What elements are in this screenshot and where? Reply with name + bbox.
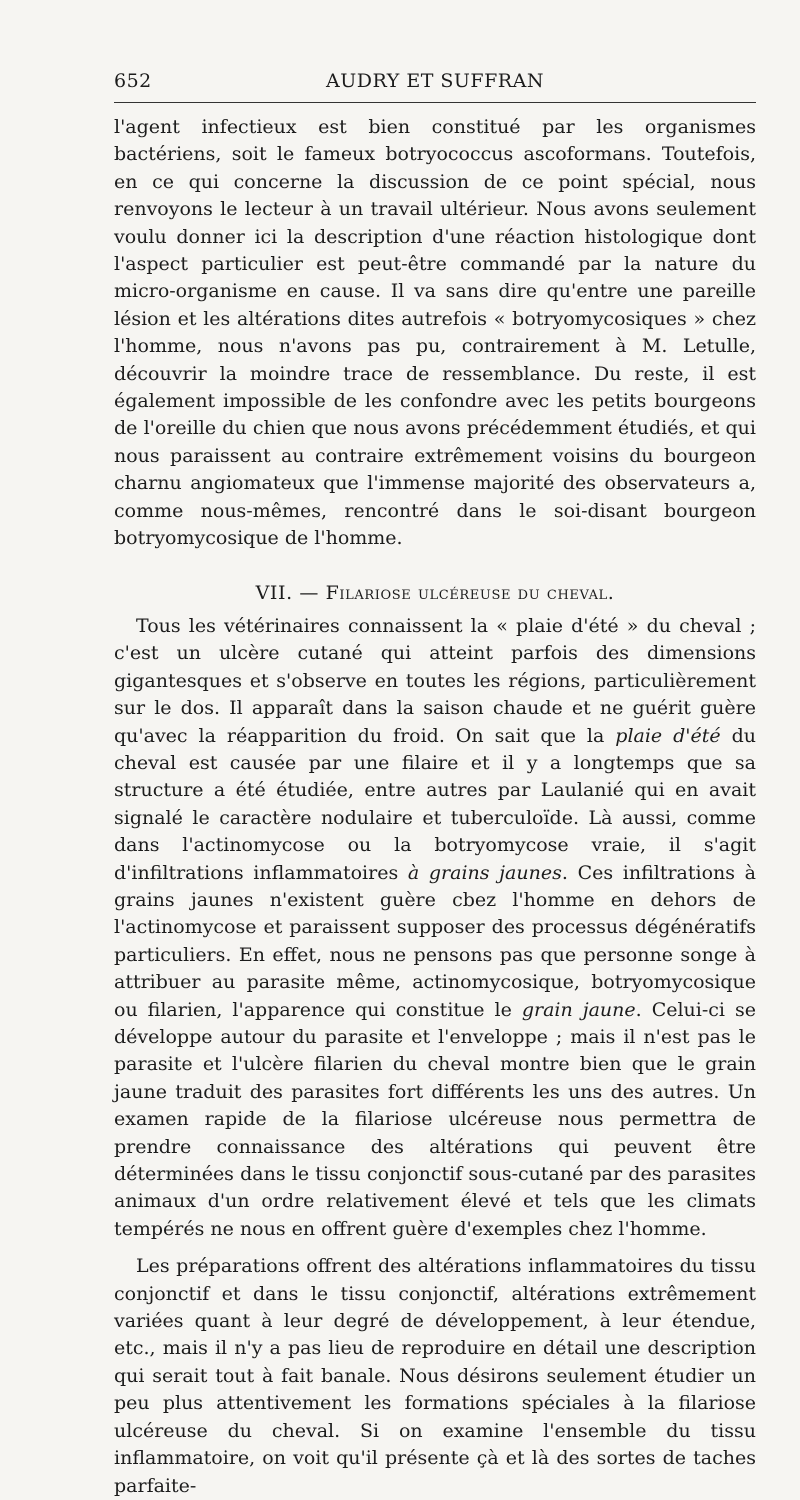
header-rule <box>114 102 756 103</box>
italic-term: à grains jaunes <box>407 861 562 884</box>
text-segment: du cheval est causée par une filaire et il y a longtemps que sa structure a été étudiée, entre autres par Laulanié qui en avait signalé le caractère nodulaire et tuberculoïde. Là aussi, comme dans l'actinomycose ou la botryomycose vraie, il s'agit d'infiltrations inflammatoires <box>114 724 756 884</box>
text-segment: . Ces infiltrations à grains jaunes n'existent guère cbez l'homme en dehors de l'actinomycose et paraissent supposer des processus dégénératifs particuliers. En effet, nous ne pensons pas que personne songe à attribuer au parasite même, actinomycosique, botryomycosique ou filarien, l'apparence qui constitue le <box>114 861 756 1021</box>
paragraph-preparations: Les préparations offrent des altérations inflammatoires du tissu conjonctif et dans le tissu conjonctif, altérations extrêmement variées quant à leur degré de développement, à leur étendue, etc., mais il n'y a pas lieu de reproduire en détail une description qui serait tout à fait banale. Nous désirons seulement étudier un peu plus attentivement les formations spéciales à la filariose ulcéreuse du cheval. Si on examine l'ensemble du tissu inflammatoire, on voit qu'il présente çà et là des sortes de taches parfaite- <box>114 1255 756 1497</box>
section-title: Filariose ulcéreuse du cheval. <box>325 581 615 604</box>
text-segment: . Celui-ci se développe autour du parasite et l'enveloppe ; mais il n'est pas le parasite et l'ulcère filarien du cheval montre bien que le grain jaune traduit des parasites fort différents les uns des autres. Un examen rapide de la filariose ulcéreuse nous permettra de prendre connaissance des altérations qui peuvent être déterminées dans le tissu conjonctif sous-cutané par des parasites animaux d'un ordre relativement élevé et tels que les climats tempérés ne nous en offrent guère d'exemples chez l'homme. <box>114 998 756 1240</box>
page-header <box>114 70 756 98</box>
section-number: VII. — <box>255 581 319 604</box>
italic-term: plaie d'été <box>615 724 721 747</box>
section-heading <box>114 580 756 607</box>
body-text <box>114 114 756 1500</box>
paragraph-plaie-ete <box>114 613 756 1243</box>
running-title: AUDRY ET SUFFRAN <box>326 70 544 92</box>
text-segment: Tous les vétérinaires connaissent la « plaie d'été » du cheval ; c'est un ulcère cutané qui atteint parfois des dimensions gigantesques et s'observe en toutes les régions, particulièrement sur le dos. Il apparaît dans la saison chaude et ne guérit guère qu'avec la réapparition du froid. On sait que la <box>114 614 756 747</box>
page-number: 652 <box>114 70 152 92</box>
paragraph-continuation: l'agent infectieux est bien constitué par les organismes bactériens, soit le fameux botryococcus ascoformans. Toutefois, en ce qui concerne la discussion de ce point spécial, nous renvoyons le lecteur à un travail ultérieur. Nous avons seulement voulu donner ici la description d'une réaction histologique dont l'aspect particulier est peut-être commandé par la nature du micro-organisme en cause. Il va sans dire qu'entre une pareille lésion et les altérations dites autrefois « botryomycosiques » chez l'homme, nous n'avons pas pu, contrairement à M. Letulle, découvrir la moindre trace de ressemblance. Du reste, il est également impossible de les confondre avec les petits bourgeons de l'oreille du chien que nous avons précédemment étudiés, et qui nous paraissent au contraire extrêmement voisins du bourgeon charnu angiomateux que l'immense majorité des observateurs a, comme nous-mêmes, rencontré dans le soi-disant bourgeon botryomycosique de l'homme. <box>114 116 756 550</box>
italic-term: grain jaune <box>521 998 636 1021</box>
